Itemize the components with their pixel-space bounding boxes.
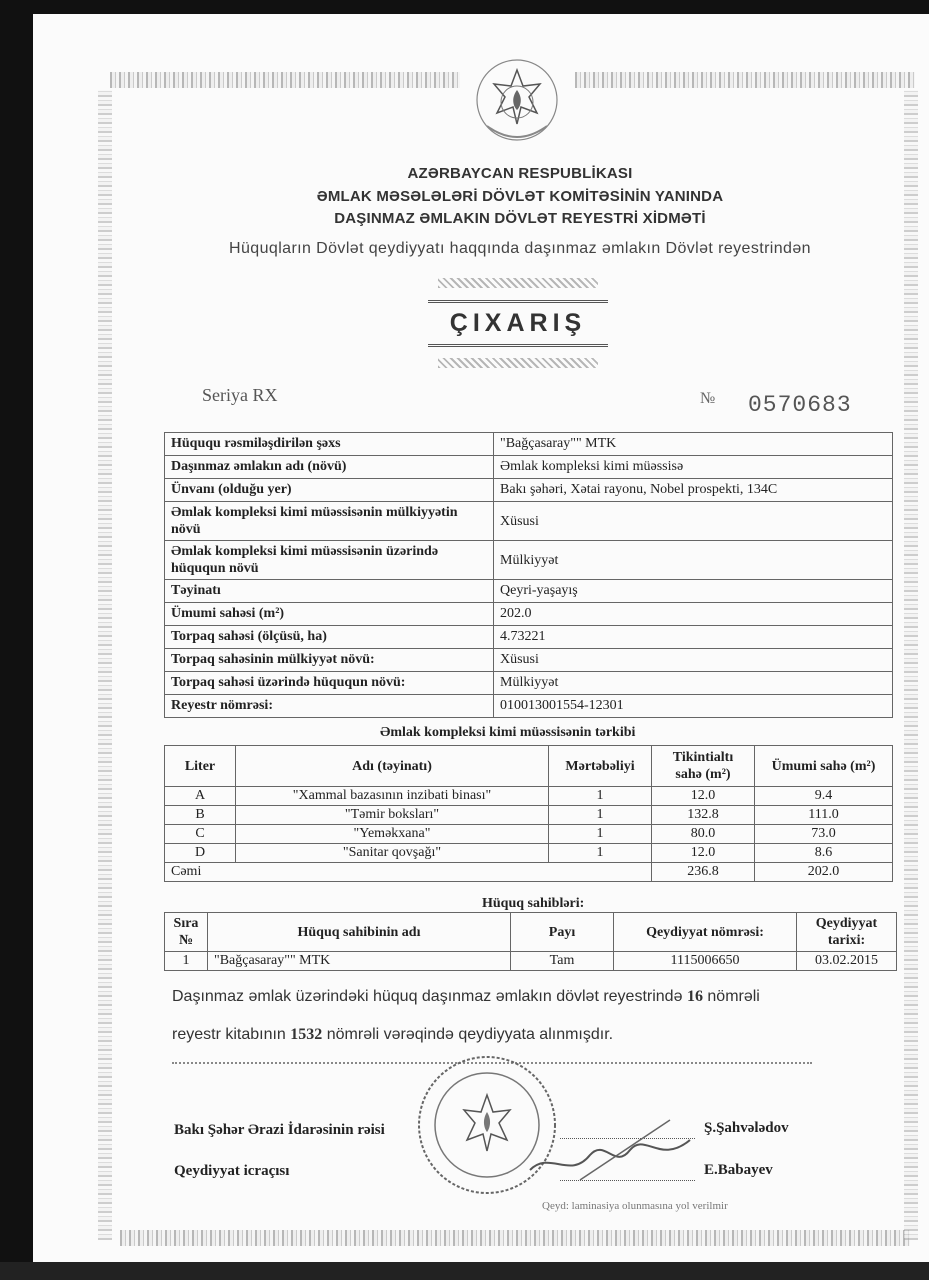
cell-floors: 1: [549, 787, 652, 806]
table-row: [165, 844, 893, 863]
cell-total-area: 73.0: [755, 825, 893, 844]
certificate-number: 0570683: [748, 392, 852, 418]
row-value: 4.73221: [494, 626, 893, 649]
table-row: [165, 806, 893, 825]
table-row: [165, 456, 893, 479]
series-label: Seriya RX: [202, 385, 278, 405]
total-area: 202.0: [755, 863, 893, 882]
top-ornament-right: [575, 72, 915, 88]
paragraph-text: nömrəli vərəqində qeydiyyata alınmışdır.: [326, 1026, 614, 1043]
executor-signature-line: [560, 1180, 695, 1181]
table-row: [165, 479, 893, 502]
scan-bottom-edge: [0, 1262, 929, 1280]
scan-top-edge: [0, 0, 929, 14]
header-line-3: DAŞINMAZ ƏMLAKIN DÖVLƏT REYESTRİ XİDMƏTİ: [334, 210, 706, 227]
composition-table: [164, 745, 893, 882]
table-row: [165, 626, 893, 649]
row-key: Torpaq sahəsinin mülkiyyət növü:: [165, 649, 494, 672]
cell-total-area: 9.4: [755, 787, 893, 806]
column-header: Payı: [511, 913, 614, 952]
row-value: 010013001554-12301: [494, 695, 893, 718]
book-number: 16: [686, 988, 703, 1005]
row-value: Mülkiyyət: [494, 541, 893, 580]
table-row: [165, 695, 893, 718]
column-header: Sıra №: [165, 913, 208, 952]
total-label: Cəmi: [165, 863, 652, 882]
registration-paragraph-line-2: [172, 1026, 892, 1044]
cell-share: Tam: [511, 952, 614, 971]
chief-name: Ş.Şahvələdov: [704, 1120, 789, 1136]
state-emblem-icon: [467, 56, 567, 146]
table-header-row: [165, 913, 897, 952]
table-row: [165, 825, 893, 844]
table-header-row: [165, 746, 893, 787]
table-row: [165, 952, 897, 971]
cell-number: 1: [165, 952, 208, 971]
row-key: Ünvanı (olduğu yer): [165, 479, 494, 502]
paragraph-text: Daşınmaz əmlak üzərindəki hüquq daşınmaz əmlakın dövlət reyestrində: [172, 988, 683, 1005]
scan-left-edge: [0, 0, 33, 1280]
cell-liter: A: [165, 787, 236, 806]
composition-title: Əmlak kompleksi kimi müəssisənin tərkibi: [380, 725, 636, 740]
registration-paragraph-line-1: [172, 988, 892, 1006]
header-subtitle: Hüquqların Dövlət qeydiyyatı haqqında daşınmaz əmlakın Dövlət reyestrindən: [229, 240, 811, 257]
cell-liter: C: [165, 825, 236, 844]
cell-built-area: 132.8: [652, 806, 755, 825]
right-ornament: [904, 90, 918, 1240]
row-key: Hüququ rəsmiləşdirilən şəxs: [165, 433, 494, 456]
document-title: ÇIXARIŞ: [428, 300, 608, 347]
table-row: [165, 603, 893, 626]
row-value: "Bağçasaray"" MTK: [494, 433, 893, 456]
cell-built-area: 12.0: [652, 844, 755, 863]
cell-built-area: 80.0: [652, 825, 755, 844]
column-header: Ümumi sahə (m²): [755, 746, 893, 787]
property-info-table: [164, 432, 893, 718]
row-key: Reyestr nömrəsi:: [165, 695, 494, 718]
row-value: 202.0: [494, 603, 893, 626]
cell-liter: D: [165, 844, 236, 863]
lamination-note: Qeyd: laminasiya olunmasına yol verilmir: [542, 1200, 728, 1212]
column-header: Tikintialtı sahə (m²): [652, 746, 755, 787]
cell-name: "Təmir boksları": [236, 806, 549, 825]
cell-name: "Yeməkxana": [236, 825, 549, 844]
table-row: [165, 541, 893, 580]
chief-signature-label: Bakı Şəhər Ərazi İdarəsinin rəisi: [174, 1122, 385, 1138]
cell-liter: B: [165, 806, 236, 825]
row-key: Torpaq sahəsi (ölçüsü, ha): [165, 626, 494, 649]
table-row: [165, 433, 893, 456]
cell-name: "Sanitar qovşağı": [236, 844, 549, 863]
row-value: Xüsusi: [494, 649, 893, 672]
column-header: Hüquq sahibinin adı: [208, 913, 511, 952]
left-ornament: [98, 90, 112, 1240]
cell-built-area: 12.0: [652, 787, 755, 806]
bottom-ornament: [120, 1230, 910, 1246]
column-header: Qeydiyyat tarixi:: [797, 913, 897, 952]
column-header: Mərtəbəliyi: [549, 746, 652, 787]
row-key: Əmlak kompleksi kimi müəssisənin mülkiyyətin növü: [165, 502, 494, 541]
header-line-2: ƏMLAK MƏSƏLƏLƏRİ DÖVLƏT KOMİTƏSİNİN YANINDA: [316, 188, 724, 205]
cell-floors: 1: [549, 806, 652, 825]
cell-floors: 1: [549, 844, 652, 863]
row-key: Ümumi sahəsi (m²): [165, 603, 494, 626]
header-line-1: AZƏRBAYCAN RESPUBLİKASI: [407, 165, 633, 182]
table-row: [165, 649, 893, 672]
row-value: Qeyri-yaşayış: [494, 580, 893, 603]
cell-owner-name: "Bağçasaray"" MTK: [208, 952, 511, 971]
table-row: [165, 672, 893, 695]
cell-registration-number: 1115006650: [614, 952, 797, 971]
row-key: Təyinatı: [165, 580, 494, 603]
row-value: Xüsusi: [494, 502, 893, 541]
handwritten-signature-icon: [520, 1110, 700, 1190]
paragraph-text: nömrəli: [707, 988, 760, 1005]
table-row: [165, 502, 893, 541]
top-ornament-left: [110, 72, 460, 88]
cell-floors: 1: [549, 825, 652, 844]
total-built-area: 236.8: [652, 863, 755, 882]
row-value: Əmlak kompleksi kimi müəssisə: [494, 456, 893, 479]
cell-total-area: 8.6: [755, 844, 893, 863]
owners-title: Hüquq sahibləri:: [482, 896, 585, 911]
row-key: Əmlak kompleksi kimi müəssisənin üzərində hüququn növü: [165, 541, 494, 580]
executor-signature-label: Qeydiyyat icraçısı: [174, 1163, 290, 1179]
owners-table: [164, 912, 897, 971]
number-symbol: №: [700, 390, 716, 407]
column-header: Adı (təyinatı): [236, 746, 549, 787]
row-value: Mülkiyyət: [494, 672, 893, 695]
table-row: [165, 580, 893, 603]
paragraph-text: reyestr kitabının: [172, 1026, 286, 1043]
table-row: [165, 787, 893, 806]
title-ornament-bottom: [438, 358, 598, 368]
cell-registration-date: 03.02.2015: [797, 952, 897, 971]
cell-name: "Xammal bazasının inzibati binası": [236, 787, 549, 806]
table-total-row: [165, 863, 893, 882]
title-ornament-top: [438, 278, 598, 288]
executor-name: E.Babayev: [704, 1162, 773, 1178]
row-key: Torpaq sahəsi üzərində hüququn növü:: [165, 672, 494, 695]
row-value: Bakı şəhəri, Xətai rayonu, Nobel prospekti, 134C: [494, 479, 893, 502]
row-key: Daşınmaz əmlakın adı (növü): [165, 456, 494, 479]
column-header: Qeydiyyat nömrəsi:: [614, 913, 797, 952]
page-number: 1532: [290, 1026, 323, 1043]
column-header: Liter: [165, 746, 236, 787]
cell-total-area: 111.0: [755, 806, 893, 825]
